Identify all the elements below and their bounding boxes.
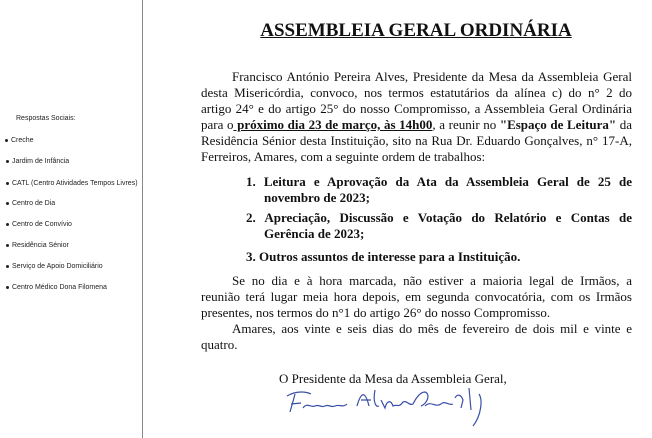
sidebar-item-label: Creche: [11, 137, 34, 144]
sidebar-item-label: CATL (Centro Atividades Tempos Livres): [12, 180, 138, 187]
paragraph-line: Ferreiros, Amares, com a seguinte ordem de trabalhos:: [201, 149, 486, 164]
sidebar-item: [6, 180, 138, 187]
signoff: O Presidente da Mesa da Assembleia Geral,: [279, 371, 507, 386]
meeting-place: "Espaço de Leitura": [499, 117, 617, 132]
sidebar-item: [6, 242, 69, 249]
sidebar-item-label: Serviço de Apoio Domiciliário: [12, 263, 103, 270]
bullet-icon: [6, 202, 9, 205]
paragraph-line: Se no dia e à hora marcada, não estiver a maioria legal de Irmãos, a: [232, 273, 632, 288]
text: da: [616, 117, 632, 132]
document-title: ASSEMBLEIA GERAL ORDINÁRIA: [260, 20, 572, 41]
sidebar-item-label: Centro Médico Dona Filomena: [12, 284, 107, 291]
handwritten-signature: [285, 386, 525, 436]
paragraph-line: reunião terá lugar meia hora depois, em segunda convocatória, com os Irmãos: [201, 289, 632, 304]
sidebar-item: [6, 200, 55, 207]
sidebar-item-label: Centro de Convívio: [12, 221, 72, 228]
paragraph-line: desta Misericórdia, convoco, nos termos estatutários da alínea c) do n° 2 do: [201, 85, 632, 100]
bullet-icon: [6, 160, 9, 163]
sidebar: [0, 0, 143, 438]
paragraph-line: Residência Sénior desta Instituição, sito na Rua Dr. Eduardo Gonçalves, n° 17-A,: [201, 133, 632, 148]
agenda-item-2: 2. Apreciação, Discussão e Votação do Relatório e Contas de: [246, 210, 632, 225]
paragraph-line: quatro.: [201, 337, 238, 352]
sidebar-item: [6, 263, 103, 270]
agenda-item-3: 3. Outros assuntos de interesse para a Instituição.: [246, 249, 521, 264]
paragraph-line: Amares, aos vinte e seis dias do mês de fevereiro de dois mil e vinte e: [232, 321, 632, 336]
bullet-icon: [6, 265, 9, 268]
paragraph-line: [201, 117, 632, 133]
paragraph-line: artigo 24° e do artigo 25° do nosso Compromisso, a Assembleia Geral Ordinária: [201, 101, 632, 116]
agenda-item-1-cont: novembro de 2023;: [264, 190, 370, 205]
sidebar-item: [6, 221, 72, 228]
bullet-icon: [6, 223, 9, 226]
bullet-icon: [6, 244, 9, 247]
bullet-icon: [6, 182, 9, 185]
meeting-date: próximo dia 23 de março, às 14h00: [233, 117, 433, 132]
bullet-icon: [6, 286, 9, 289]
sidebar-item-label: Jardim de Infância: [12, 158, 70, 165]
sidebar-item-label: Residência Sénior: [12, 242, 69, 249]
bullet-icon: [5, 139, 8, 142]
agenda-item-1: 1. Leitura e Aprovação da Ata da Assembleia Geral de 25 de: [246, 174, 632, 189]
sidebar-title: Respostas Sociais:: [16, 115, 76, 122]
agenda-item-2-cont: Gerência de 2023;: [264, 226, 365, 241]
sidebar-item: [6, 158, 69, 165]
sidebar-item-label: Centro de Dia: [12, 200, 56, 207]
paragraph-line: presentes, nos termos do n°1 do artigo 26° do nosso Compromisso.: [201, 305, 551, 320]
sidebar-item: [5, 137, 34, 144]
text: para o: [201, 117, 234, 132]
sidebar-item: [6, 284, 107, 291]
text: , a reunir no: [432, 117, 500, 132]
paragraph-line: Francisco António Pereira Alves, Presidente da Mesa da Assembleia Geral: [232, 69, 632, 84]
